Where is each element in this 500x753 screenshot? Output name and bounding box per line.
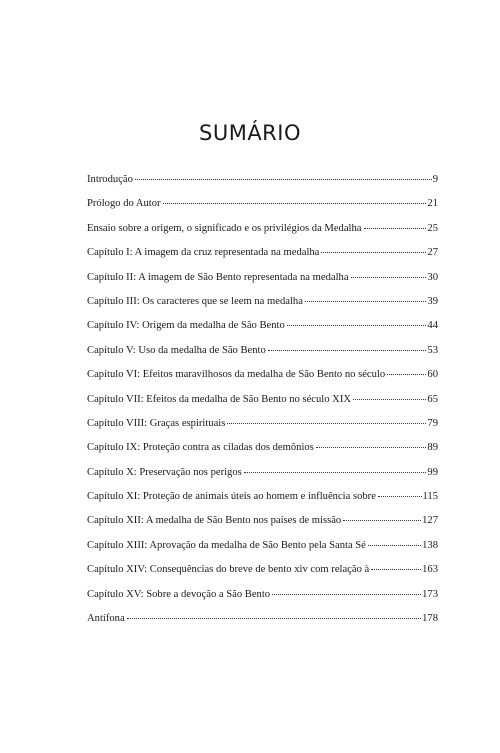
toc-entry-label: Capítulo VI: Efeitos maravilhosos da medalha de São Bento no século bbox=[87, 369, 386, 381]
toc-entry-page: 89 bbox=[427, 442, 438, 454]
dot-leader bbox=[287, 325, 427, 326]
toc-entry-page: 99 bbox=[427, 466, 438, 478]
toc-entry-page: 173 bbox=[422, 588, 438, 600]
toc-entry-page: 21 bbox=[427, 198, 438, 210]
toc-entry bbox=[87, 217, 438, 241]
dot-leader bbox=[272, 594, 421, 595]
toc-entry bbox=[87, 509, 438, 533]
dot-leader bbox=[316, 447, 427, 448]
dot-leader bbox=[364, 228, 427, 229]
toc-entry bbox=[87, 485, 438, 509]
dot-leader bbox=[368, 545, 421, 546]
dot-leader bbox=[268, 350, 427, 351]
dot-leader bbox=[378, 496, 422, 497]
toc-entry bbox=[87, 314, 438, 338]
toc-entry-page: 115 bbox=[422, 491, 438, 503]
toc-entry-label: Capítulo VIII: Graças espirituais bbox=[87, 417, 226, 429]
dot-leader bbox=[127, 618, 421, 619]
toc-entry-label: Capítulo III: Os caracteres que se leem na medalha bbox=[87, 295, 303, 307]
toc-entry-page: 27 bbox=[427, 247, 438, 259]
toc-entry-label: Capítulo II: A imagem de São Bento representada na medalha bbox=[87, 271, 349, 283]
toc-entry-label: Capítulo IX: Proteção contra as ciladas dos demônios bbox=[87, 442, 314, 454]
toc-entry-page: 163 bbox=[422, 564, 438, 576]
toc-entry bbox=[87, 266, 438, 290]
dot-leader bbox=[371, 569, 421, 570]
toc-entry-label: Antífona bbox=[87, 613, 125, 625]
toc-entry bbox=[87, 436, 438, 460]
toc-entry bbox=[87, 339, 438, 363]
dot-leader bbox=[353, 399, 426, 400]
toc-entry-label: Introdução bbox=[87, 174, 133, 185]
dot-leader bbox=[135, 179, 432, 180]
toc-entry-label: Ensaio sobre a origem, o significado e os privilégios da Medalha bbox=[87, 222, 362, 234]
toc-entry bbox=[87, 583, 438, 607]
page-title: SUMÁRIO bbox=[199, 121, 301, 145]
dot-leader bbox=[163, 203, 427, 204]
toc-entry bbox=[87, 461, 438, 485]
toc-entry-label: Prólogo do Autor bbox=[87, 198, 161, 210]
toc-entry-page: 39 bbox=[427, 295, 438, 307]
toc-entry-page: 127 bbox=[422, 515, 438, 527]
toc-entry-label: Capítulo VII: Efeitos da medalha de São Bento no século XIX bbox=[87, 393, 352, 405]
toc-entry-page: 44 bbox=[427, 320, 438, 332]
toc-entry-label: Capítulo I: A imagem da cruz representada na medalha bbox=[87, 247, 320, 259]
toc-entry-page: 25 bbox=[427, 222, 438, 234]
toc-entry-page: 60 bbox=[427, 369, 438, 381]
toc-entry bbox=[87, 607, 438, 631]
toc-entry bbox=[87, 388, 438, 412]
toc-entry bbox=[87, 412, 438, 436]
toc-entry-page: 178 bbox=[422, 613, 438, 625]
dot-leader bbox=[387, 374, 426, 375]
dot-leader bbox=[351, 277, 427, 278]
toc-entry bbox=[87, 168, 438, 192]
toc-entry-page: 9 bbox=[432, 174, 438, 185]
toc-entry-label: Capítulo IV: Origem da medalha de São Bento bbox=[87, 320, 285, 332]
toc-entry bbox=[87, 290, 438, 314]
toc-entry-label: Capítulo X: Preservação nos perigos bbox=[87, 466, 242, 478]
dot-leader bbox=[305, 301, 427, 302]
toc-entry-page: 138 bbox=[422, 539, 438, 551]
toc-entry-label: Capítulo XI: Proteção de animais úteis ao homem e influência sobre bbox=[87, 491, 376, 503]
toc-entry-page: 53 bbox=[427, 344, 438, 356]
toc-entry bbox=[87, 363, 438, 387]
toc-entry-label: Capítulo XIV: Consequências do breve de bento xiv com relação à bbox=[87, 564, 370, 576]
toc-entry-label: Capítulo XV: Sobre a devoção a São Bento bbox=[87, 588, 271, 600]
toc-entry bbox=[87, 241, 438, 265]
dot-leader bbox=[227, 423, 426, 424]
toc-entry-label: Capítulo XIII: Aprovação da medalha de São Bento pela Santa Sé bbox=[87, 539, 366, 551]
toc-entry-page: 79 bbox=[427, 417, 438, 429]
table-of-contents bbox=[87, 168, 438, 631]
toc-entry-label: Capítulo V: Uso da medalha de São Bento bbox=[87, 344, 266, 356]
toc-entry bbox=[87, 534, 438, 558]
dot-leader bbox=[244, 472, 427, 473]
toc-entry-label: Capítulo XII: A medalha de São Bento nos países de missão bbox=[87, 515, 342, 527]
toc-entry-page: 65 bbox=[427, 393, 438, 405]
dot-leader bbox=[321, 252, 426, 253]
toc-entry bbox=[87, 558, 438, 582]
dot-leader bbox=[343, 520, 421, 521]
toc-entry bbox=[87, 192, 438, 216]
toc-entry-page: 30 bbox=[427, 271, 438, 283]
